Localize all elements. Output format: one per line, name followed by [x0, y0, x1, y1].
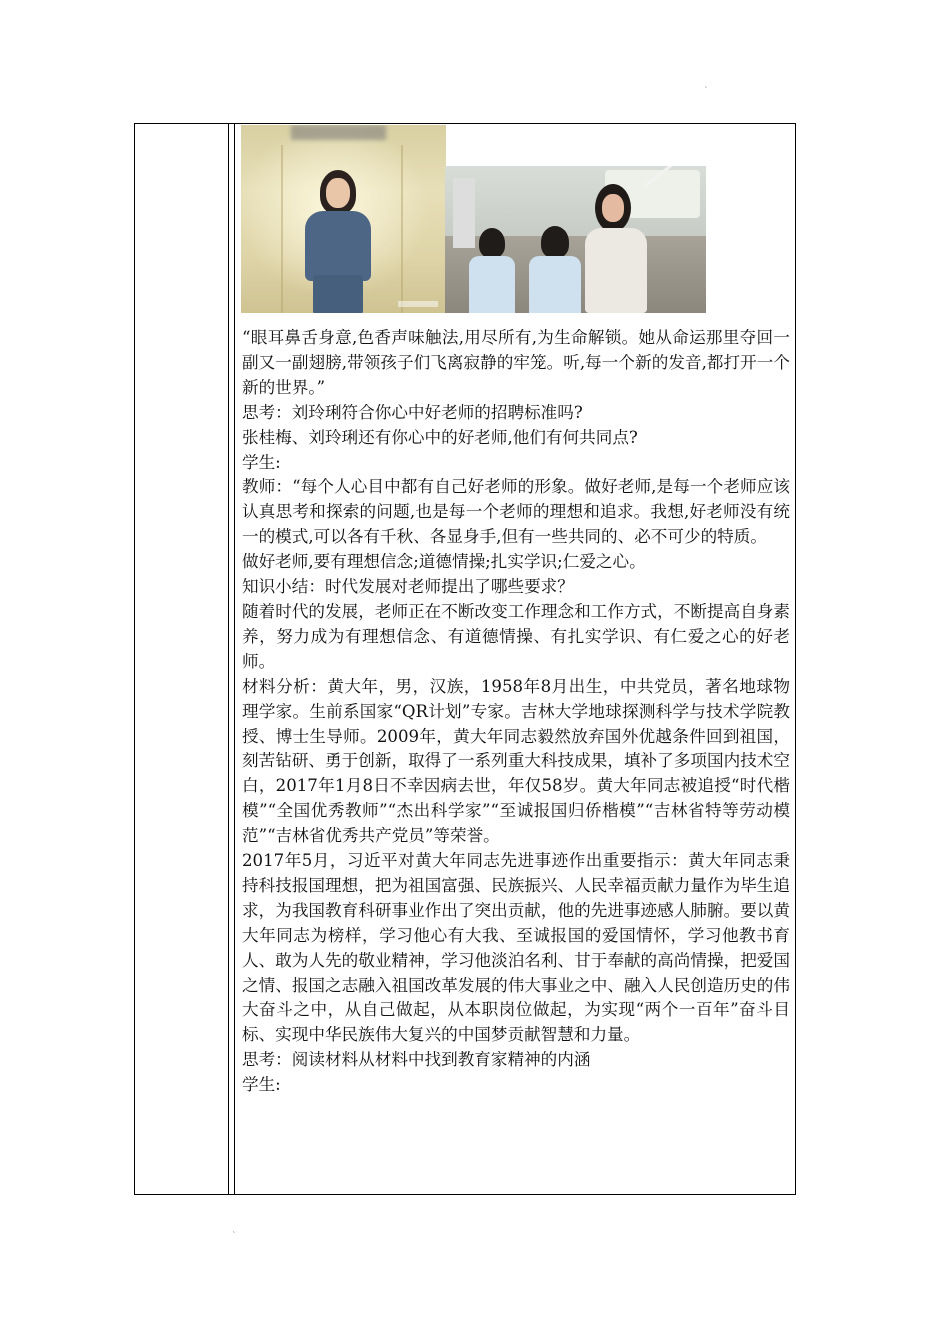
- table-left-column: [135, 124, 229, 1194]
- question-paragraph: 张桂梅、刘玲琍还有你心中的好老师,他们有何共同点?: [242, 427, 638, 447]
- summary-heading: 知识小结：时代发展对老师提出了哪些要求？: [242, 577, 574, 597]
- woman-on-stage-photo: [241, 125, 446, 313]
- table-content-cell: [236, 124, 795, 1194]
- teacher-paragraph: 教师：“每个人心目中都有自己好老师的形象。做好老师,是每一个老师应该认真思考和探索的问题,也是每一个老师的理想和追求。我想,好老师没有统一的模式,可以各有千秋、各显身手,但有一些共同的、必不可少的特质。: [242, 477, 790, 547]
- student-label: 学生:: [242, 452, 281, 472]
- quote-paragraph: “眼耳鼻舌身意,色香声味触法,用尽所有,为生命解锁。她从命运那里夺回一副又一副翅膀,带领孩子们飞离寂静的牢笼。听,每一个新的发音,都打开一个新的世界。”: [242, 328, 790, 397]
- table-narrow-column: [229, 124, 235, 1194]
- summary-paragraph: 随着时代的发展，老师正在不断改变工作理念和工作方式，不断提高自身素养，努力成为有理想信念、有道德情操、有扎实学识、有仁爱之心的好老师。: [242, 601, 790, 671]
- footer-mark: ˛: [232, 1224, 236, 1233]
- question-paragraph: 思考：刘玲琍符合你心中好老师的招聘标准吗?: [242, 402, 583, 422]
- question-paragraph: 思考：阅读材料从材料中找到教育家精神的内涵: [242, 1050, 591, 1070]
- lesson-text: [242, 326, 790, 1098]
- header-mark: ˛: [704, 79, 708, 88]
- instruction-paragraph: 2017年5月，习近平对黄大年同志先进事迹作出重要指示：黄大年同志秉持科技报国理想，把为祖国富强、民族振兴、人民幸福贡献力量作为毕生追求，为我国教育科研事业作出了突出贡献，他的先进事迹感人肺腑。要以黄大年同志为榜样，学习他心有大我、至诚报国的爱国情怀，学习他教书育人、敢为人先的敬业精神，学习他淡泊名利、甘于奉献的高尚情操，把爱国之情、报国之志融入祖国改革发展的伟大事业之中、融入人民创造历史的伟大奋斗之中，从自己做起，从本职岗位做起，为实现“两个一百年”奋斗目标、实现中华民族伟大复兴的中国梦贡献智慧和力量。: [242, 851, 790, 1045]
- teacher-classroom-photo: [445, 166, 706, 313]
- student-label: 学生:: [242, 1075, 281, 1095]
- material-paragraph: 材料分析：黄大年，男，汉族，1958年8月出生，中共党员，著名地球物理学家。生前系国家“QR计划”专家。吉林大学地球探测科学与技术学院教授、博士生导师。2009年，黄大年同志毅然放弃国外优越条件回到祖国，刻苦钻研、勇于创新，取得了一系列重大科技成果，填补了多项国内技术空白，2017年1月8日不幸因病去世，年仅58岁。黄大年同志被追授“时代楷模”“全国优秀教师”“杰出科学家”“至诚报国归侨楷模”“吉林省特等劳动模范”“吉林省优秀共产党员”等荣誉。: [242, 676, 790, 846]
- lesson-table: [134, 123, 796, 1195]
- requirements-paragraph: 做好老师,要有理想信念;道德情操;扎实学识;仁爱之心。: [242, 552, 646, 572]
